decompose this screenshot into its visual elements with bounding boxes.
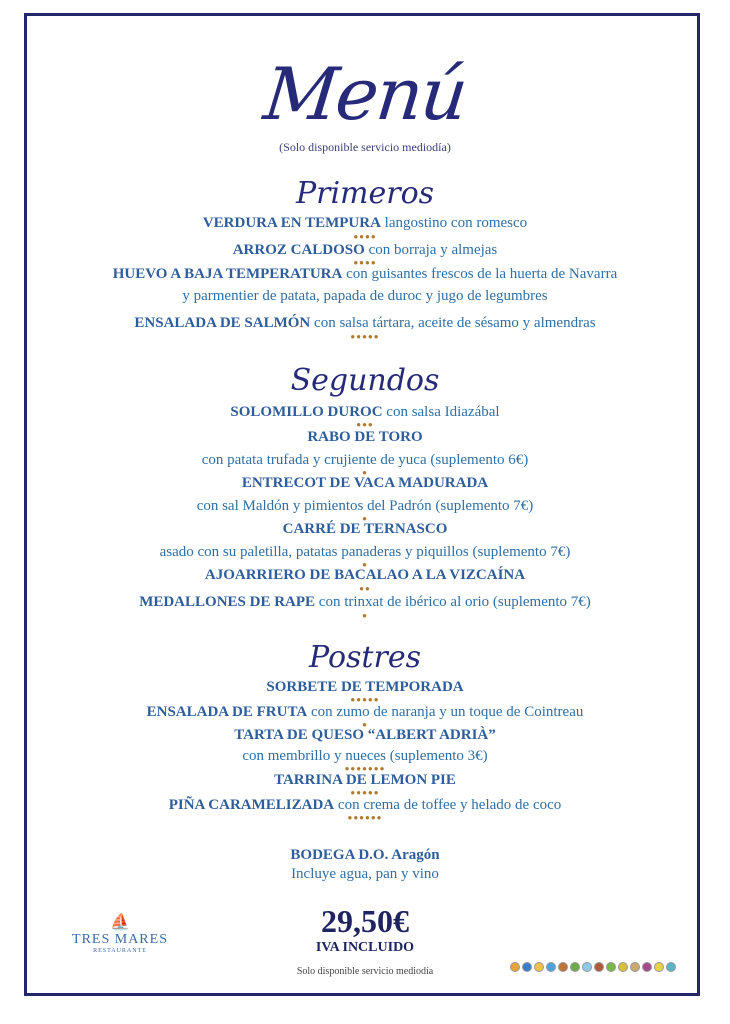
dish-line (0, 289, 730, 304)
bodega-note (0, 867, 730, 882)
logo-name: TRES MARES (72, 932, 168, 947)
dish-line (0, 267, 730, 282)
dish-desc: con borraja y almejas (364, 242, 498, 258)
dish-desc: con salsa tártara, aceite de sésamo y almendras (310, 315, 596, 331)
dish-line (0, 545, 730, 560)
allergen-dots: ●●●●● (350, 695, 380, 704)
allergen-dots: ● (362, 468, 368, 477)
dish-desc: con patata trufada y crujiente de yuca (suplemento 6€) (201, 452, 529, 468)
dish-desc: con salsa Idiazábal (382, 404, 500, 420)
dish-name: MEDALLONES DE RAPE (139, 594, 316, 610)
dish-name: SOLOMILLO DUROC (230, 404, 383, 420)
allergen-dots: ● (362, 514, 368, 523)
dish-desc: con trinxat de ibérico al orio (suplemento 7€) (315, 594, 591, 610)
allergen-lupin-icon (654, 962, 664, 972)
dish-desc: asado con su paletilla, patatas panaderas y piquillos (suplemento 7€) (159, 544, 571, 560)
logo-sub: RESTAURANTE (93, 948, 147, 954)
allergen-soy-icon (570, 962, 580, 972)
allergen-dots: ● (362, 611, 368, 620)
dish-line (0, 522, 730, 537)
allergen-mollusc-icon (666, 962, 676, 972)
ship-icon: ⛵ (110, 914, 130, 931)
allergen-dots: ●●●● (353, 232, 377, 241)
dish-desc: con zumo de naranja y un toque de Cointreau (307, 704, 584, 720)
allergen-crustacean-icon (522, 962, 532, 972)
footer-note: Solo disponible servicio mediodía (296, 966, 434, 977)
dish-name: AJOARRIERO DE BACALAO A LA VIZCAÍNA (204, 567, 526, 583)
dish-desc: y parmentier de patata, papada de duroc y jugo de legumbres (182, 288, 548, 304)
dish-name: PIÑA CARAMELIZADA (168, 797, 335, 813)
dish-desc: con membrillo y nueces (suplemento 3€) (242, 748, 488, 764)
allergen-dots: ●●●●● (350, 332, 380, 341)
allergen-celery-icon (606, 962, 616, 972)
dish-name: ENSALADA DE SALMÓN (134, 315, 311, 331)
allergen-egg-icon (534, 962, 544, 972)
dish-line (0, 430, 730, 445)
allergen-dots: ●●●●●● (347, 813, 383, 822)
dish-desc: con crema de toffee y helado de coco (334, 797, 562, 813)
dish-line (0, 773, 730, 788)
allergen-dots: ●● (359, 584, 371, 593)
dish-name: ENTRECOT DE VACA MADURADA (241, 475, 489, 491)
dish-line (0, 405, 730, 420)
dish-name: TARRINA DE LEMON PIE (274, 772, 456, 788)
dish-line (0, 705, 730, 720)
dish-desc: con sal Maldón y pimientos del Padrón (suplemento 7€) (196, 498, 534, 514)
dish-line (0, 476, 730, 491)
dish-name: ARROZ CALDOSO (232, 242, 365, 258)
menu-price: 29,50€ (321, 903, 409, 939)
dish-line (0, 499, 730, 514)
allergen-sulphite-icon (642, 962, 652, 972)
bodega-line (0, 848, 730, 863)
section-heading-segundos: Segundos (290, 363, 440, 398)
allergen-dots: ●●●●● (350, 788, 380, 797)
dish-desc: con guisantes frescos de la huerta de Navarra (342, 266, 618, 282)
allergen-dots: ●●●●●●● (344, 764, 386, 773)
dish-name: SORBETE DE TEMPORADA (266, 679, 464, 695)
allergen-fish-icon (546, 962, 556, 972)
menu-subtitle: (Solo disponible servicio mediodía) (279, 140, 451, 154)
dish-line (0, 316, 730, 331)
dish-name: RABO DE TORO (307, 429, 423, 445)
allergen-milk-icon (582, 962, 592, 972)
section-heading-postres: Postres (309, 640, 421, 675)
dish-line (0, 749, 730, 764)
dish-name: HUEVO A BAJA TEMPERATURA (112, 266, 343, 282)
dish-desc: langostino con romesco (380, 215, 528, 231)
dish-line (0, 728, 730, 743)
allergen-dots: ● (362, 560, 368, 569)
restaurant-logo (70, 912, 170, 954)
dish-name: TARTA DE QUESO “ALBERT ADRIÀ” (234, 727, 496, 743)
dish-line (0, 243, 730, 258)
allergen-dots: ●●● (356, 420, 374, 429)
allergen-dots: ● (362, 720, 368, 729)
allergen-dots: ●●●● (353, 258, 377, 267)
bodega-title: BODEGA D.O. Aragón (290, 847, 440, 863)
menu-title: Menú (260, 52, 470, 136)
dish-line (0, 216, 730, 231)
allergen-legend (510, 962, 680, 972)
bodega-desc: Incluye agua, pan y vino (291, 866, 439, 882)
dish-name: CARRÉ DE TERNASCO (282, 521, 448, 537)
allergen-nuts-icon (594, 962, 604, 972)
dish-name: ENSALADA DE FRUTA (146, 704, 308, 720)
dish-line (0, 680, 730, 695)
section-heading-primeros: Primeros (295, 176, 435, 211)
dish-line (0, 568, 730, 583)
allergen-peanut-icon (558, 962, 568, 972)
allergen-mustard-icon (618, 962, 628, 972)
dish-name: VERDURA EN TEMPURA (202, 215, 381, 231)
dish-line (0, 595, 730, 610)
allergen-sesame-icon (630, 962, 640, 972)
dish-line (0, 798, 730, 813)
iva-note: IVA INCLUIDO (315, 940, 415, 955)
allergen-gluten-icon (510, 962, 520, 972)
dish-line (0, 453, 730, 468)
